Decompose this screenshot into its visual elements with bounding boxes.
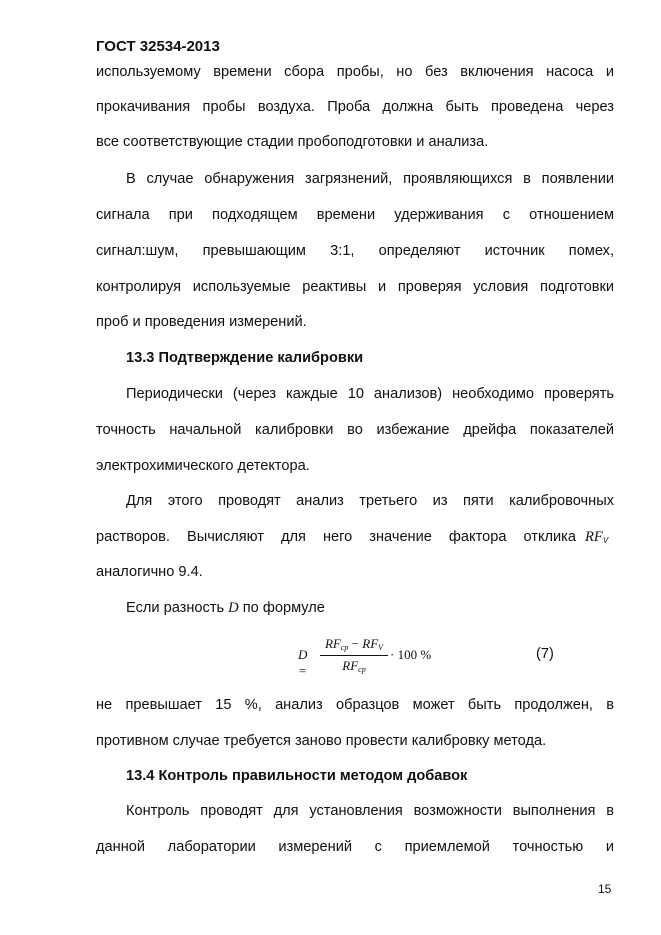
text-line: используемому времени сбора пробы, но без включения насоса и bbox=[96, 64, 614, 80]
text-line: аналогично 9.4. bbox=[96, 564, 203, 580]
text-line: сигнала при подходящем времени удерживания с отношением bbox=[96, 207, 614, 223]
text-line: все соответствующие стадии пробоподготовки и анализа. bbox=[96, 134, 489, 150]
text-line: Периодически (через каждые 10 анализов) необходимо проверять bbox=[126, 386, 614, 402]
page-number: 15 bbox=[598, 882, 612, 896]
document-header: ГОСТ 32534-2013 bbox=[96, 38, 220, 55]
rf-symbol: $RF_V$ bbox=[585, 529, 609, 545]
formula-denominator: $RF_{ср}$ bbox=[342, 658, 366, 674]
equation-number: (7) bbox=[536, 646, 554, 662]
text-line: электрохимического детектора. bbox=[96, 458, 310, 474]
text-line: прокачивания пробы воздуха. Проба должна быть проведена через bbox=[96, 99, 614, 115]
text-line: точность начальной калибровки во избежание дрейфа показателей bbox=[96, 422, 614, 438]
text-line: В случае обнаружения загрязнений, проявляющихся в появлении bbox=[126, 171, 614, 187]
text-line: проб и проведения измерений. bbox=[96, 314, 307, 330]
formula-rhs: · 100 % bbox=[390, 647, 432, 662]
text-line: Если разность D по формуле bbox=[126, 600, 325, 616]
text-line: сигнал:шум, превышающим 3:1, определяют источник помех, bbox=[96, 243, 614, 259]
text-line: противном случае требуется заново провести калибровку метода. bbox=[96, 733, 547, 749]
formula-lhs: D = bbox=[298, 647, 308, 678]
fraction-bar bbox=[320, 655, 388, 656]
text-line: Контроль проводят для установления возможности выполнения в bbox=[126, 803, 614, 819]
text-line: данной лаборатории измерений с приемлемой точностью и bbox=[96, 839, 614, 855]
text-line: Для этого проводят анализ третьего из пяти калибровочных bbox=[126, 493, 614, 509]
section-heading-13-3: 13.3 Подтверждение калибровки bbox=[126, 350, 364, 366]
section-heading-13-4: 13.4 Контроль правильности методом добавок bbox=[126, 768, 468, 784]
formula-numerator: $RF_{ср} - RF_V$ bbox=[324, 636, 384, 652]
text-line: растворов. Вычисляют для него значение фактора отклика bbox=[96, 529, 576, 545]
text-line: не превышает 15 %, анализ образцов может быть продолжен, в bbox=[96, 697, 614, 713]
text-line: контролируя используемые реактивы и проверяя условия подготовки bbox=[96, 279, 614, 295]
